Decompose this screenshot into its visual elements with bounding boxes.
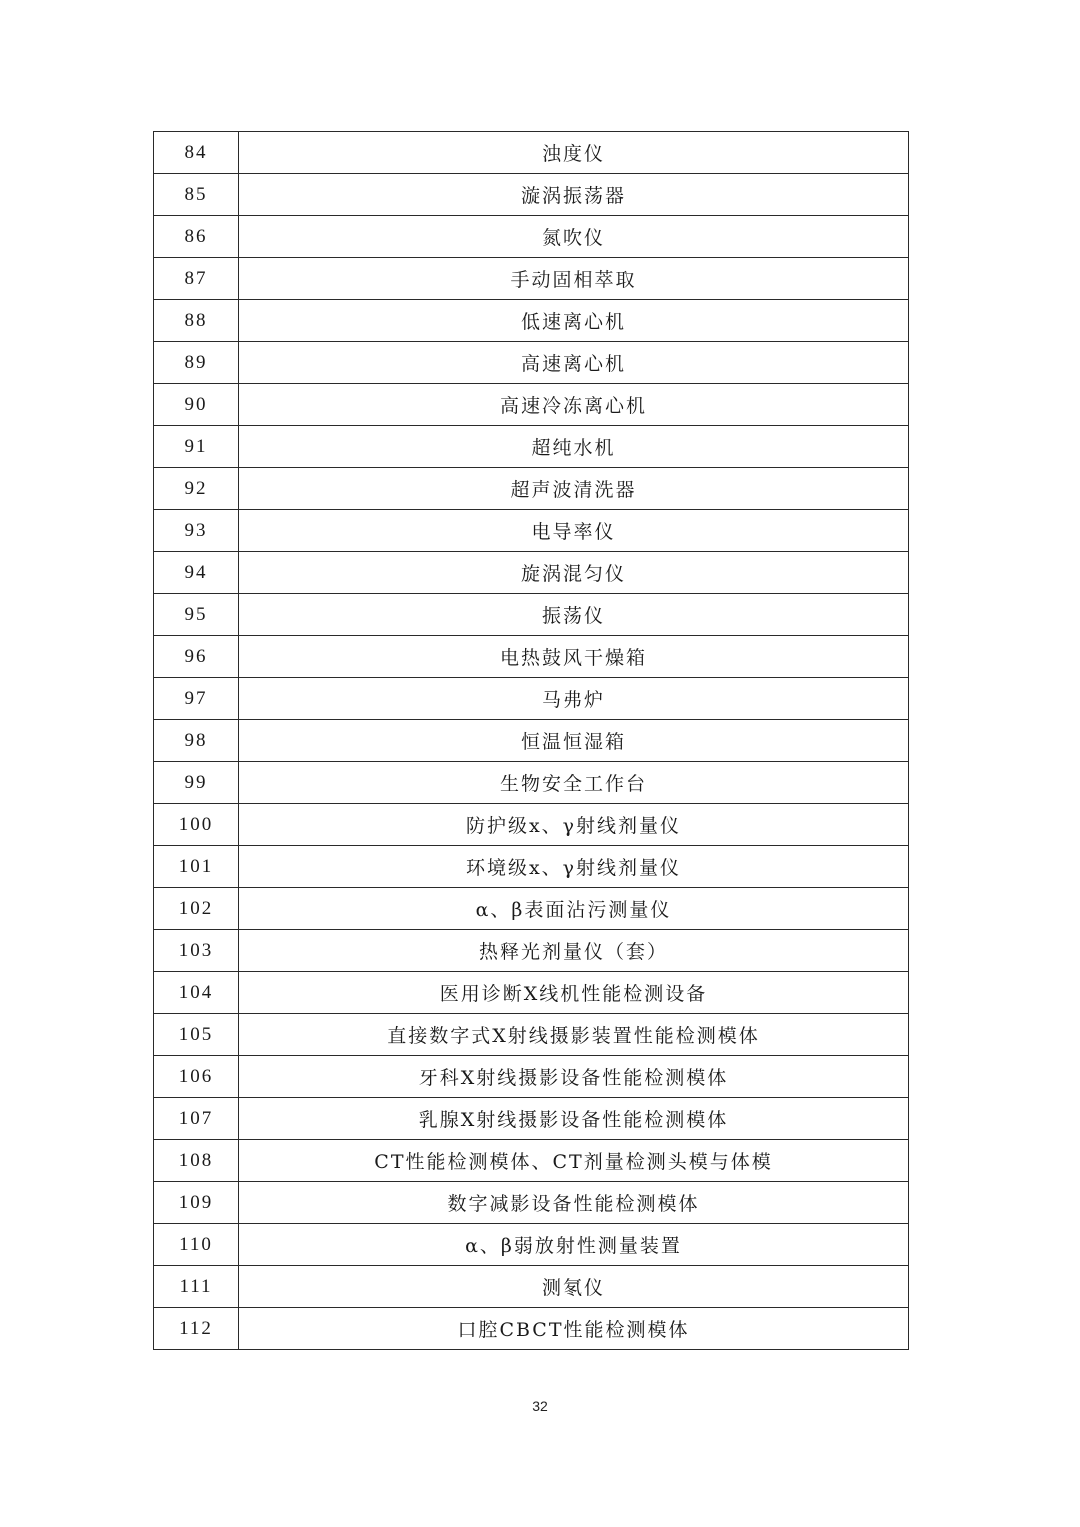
equipment-name-cell: 环境级x、γ射线剂量仪 — [239, 846, 909, 888]
table-row — [154, 1266, 909, 1308]
table-row — [154, 468, 909, 510]
row-number-cell: 110 — [154, 1224, 239, 1266]
equipment-table — [153, 131, 909, 1350]
equipment-name-cell: 牙科X射线摄影设备性能检测模体 — [239, 1056, 909, 1098]
table-row — [154, 762, 909, 804]
equipment-name-cell: 振荡仪 — [239, 594, 909, 636]
row-number-cell: 104 — [154, 972, 239, 1014]
equipment-name-cell: 高速离心机 — [239, 342, 909, 384]
equipment-name-cell: 氮吹仪 — [239, 216, 909, 258]
equipment-name-cell: 高速冷冻离心机 — [239, 384, 909, 426]
equipment-name-cell: α、β弱放射性测量装置 — [239, 1224, 909, 1266]
table-row — [154, 258, 909, 300]
row-number-cell: 108 — [154, 1140, 239, 1182]
table-row — [154, 1224, 909, 1266]
row-number-cell: 102 — [154, 888, 239, 930]
equipment-name-cell: 防护级x、γ射线剂量仪 — [239, 804, 909, 846]
row-number-cell: 103 — [154, 930, 239, 972]
table-row — [154, 510, 909, 552]
row-number-cell: 96 — [154, 636, 239, 678]
row-number-cell: 111 — [154, 1266, 239, 1308]
row-number-cell: 89 — [154, 342, 239, 384]
row-number-cell: 109 — [154, 1182, 239, 1224]
equipment-name-cell: 超纯水机 — [239, 426, 909, 468]
table-row — [154, 1182, 909, 1224]
table-row — [154, 1014, 909, 1056]
equipment-name-cell: 恒温恒湿箱 — [239, 720, 909, 762]
table-row — [154, 300, 909, 342]
table-row — [154, 888, 909, 930]
equipment-name-cell: 热释光剂量仪（套） — [239, 930, 909, 972]
equipment-name-cell: 手动固相萃取 — [239, 258, 909, 300]
row-number-cell: 97 — [154, 678, 239, 720]
row-number-cell: 94 — [154, 552, 239, 594]
table-row — [154, 426, 909, 468]
table-row — [154, 1056, 909, 1098]
equipment-name-cell: 数字减影设备性能检测模体 — [239, 1182, 909, 1224]
page-number: 32 — [532, 1398, 548, 1414]
table-row — [154, 384, 909, 426]
equipment-name-cell: 乳腺X射线摄影设备性能检测模体 — [239, 1098, 909, 1140]
row-number-cell: 106 — [154, 1056, 239, 1098]
row-number-cell: 93 — [154, 510, 239, 552]
equipment-name-cell: 旋涡混匀仪 — [239, 552, 909, 594]
table-row — [154, 972, 909, 1014]
table-row — [154, 1140, 909, 1182]
equipment-name-cell: 马弗炉 — [239, 678, 909, 720]
equipment-name-cell: α、β表面沾污测量仪 — [239, 888, 909, 930]
equipment-name-cell: 浊度仪 — [239, 132, 909, 174]
row-number-cell: 95 — [154, 594, 239, 636]
equipment-name-cell: 漩涡振荡器 — [239, 174, 909, 216]
table-row — [154, 1098, 909, 1140]
equipment-name-cell: 直接数字式X射线摄影装置性能检测模体 — [239, 1014, 909, 1056]
row-number-cell: 91 — [154, 426, 239, 468]
equipment-name-cell: 测氡仪 — [239, 1266, 909, 1308]
table-row — [154, 132, 909, 174]
equipment-name-cell: 生物安全工作台 — [239, 762, 909, 804]
row-number-cell: 86 — [154, 216, 239, 258]
equipment-name-cell: 低速离心机 — [239, 300, 909, 342]
row-number-cell: 90 — [154, 384, 239, 426]
table-row — [154, 174, 909, 216]
row-number-cell: 100 — [154, 804, 239, 846]
row-number-cell: 92 — [154, 468, 239, 510]
table-row — [154, 930, 909, 972]
equipment-name-cell: 电导率仪 — [239, 510, 909, 552]
equipment-name-cell: 医用诊断X线机性能检测设备 — [239, 972, 909, 1014]
table-row — [154, 846, 909, 888]
table-row — [154, 594, 909, 636]
table-row — [154, 678, 909, 720]
equipment-name-cell: 超声波清洗器 — [239, 468, 909, 510]
table-row — [154, 216, 909, 258]
row-number-cell: 107 — [154, 1098, 239, 1140]
row-number-cell: 98 — [154, 720, 239, 762]
table-row — [154, 636, 909, 678]
row-number-cell: 101 — [154, 846, 239, 888]
table-row — [154, 552, 909, 594]
table-row — [154, 342, 909, 384]
row-number-cell: 88 — [154, 300, 239, 342]
table-row — [154, 804, 909, 846]
row-number-cell: 112 — [154, 1308, 239, 1350]
table-row — [154, 1308, 909, 1350]
equipment-table-body — [154, 132, 909, 1350]
table-row — [154, 720, 909, 762]
row-number-cell: 105 — [154, 1014, 239, 1056]
row-number-cell: 85 — [154, 174, 239, 216]
equipment-name-cell: 电热鼓风干燥箱 — [239, 636, 909, 678]
row-number-cell: 99 — [154, 762, 239, 804]
equipment-name-cell: 口腔CBCT性能检测模体 — [239, 1308, 909, 1350]
row-number-cell: 87 — [154, 258, 239, 300]
equipment-name-cell: CT性能检测模体、CT剂量检测头模与体模 — [239, 1140, 909, 1182]
row-number-cell: 84 — [154, 132, 239, 174]
